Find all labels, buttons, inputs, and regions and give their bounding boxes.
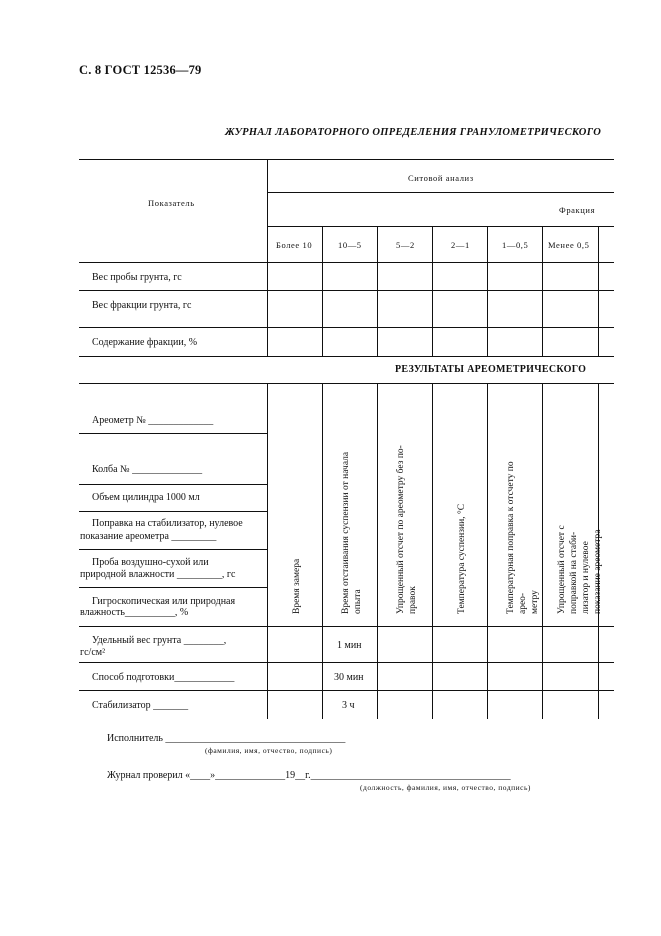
stabilizer: Стабилизатор _______ <box>92 700 189 711</box>
sieve-analysis-header: Ситовой анализ <box>408 173 474 183</box>
sample-line1: Проба воздушно-сухой или <box>92 557 209 568</box>
stabilizer-correction-line2: показание ареометра _________ <box>80 531 217 542</box>
fraction-col: 1—0,5 <box>502 240 529 250</box>
fraction-col: 10—5 <box>338 240 362 250</box>
column-header-corrected-reading: Упрощенный отсчет с поправкой на стаби- лизатор и нулевое показание ареометра <box>557 525 603 614</box>
checked-caption: (должность, фамилия, имя, отчество, подпись) <box>360 783 531 792</box>
indicator-header: Показатель <box>148 198 195 208</box>
page-header: С. 8 ГОСТ 12536—79 <box>79 63 202 77</box>
flask-number-field: Колба № ______________ <box>92 464 203 475</box>
executor-line: Исполнитель ____________________________________ <box>107 733 346 744</box>
journal-title: ЖУРНАЛ ЛАБОРАТОРНОГО ОПРЕДЕЛЕНИЯ ГРАНУЛОМЕТРИЧЕСКОГО <box>225 127 602 138</box>
fraction-col: 5—2 <box>396 240 415 250</box>
checked-line: Журнал проверил «____»______________19__г.________________________________________ <box>107 770 511 781</box>
time-cell: 30 мин <box>334 672 364 683</box>
time-cell: 3 ч <box>342 700 355 711</box>
moisture-line2: влажность__________, % <box>80 607 189 618</box>
sample-line2: природной влажности _________, гс <box>80 569 236 580</box>
column-header-simple-reading: Упрощенный отсчет по ареометру без по- правок <box>396 445 418 614</box>
row-label: Вес пробы грунта, гс <box>92 272 182 283</box>
column-header-settling-time: Время отстаивания суспензии от начала опыта <box>341 451 363 614</box>
fraction-col: 2—1 <box>451 240 470 250</box>
fraction-header: Фракция <box>559 205 596 215</box>
column-header-temperature: Температура суспензии, °С <box>457 503 467 614</box>
row-label: Содержание фракции, % <box>92 337 198 348</box>
fraction-col: Менее 0,5 <box>548 240 590 250</box>
executor-caption: (фамилия, имя, отчество, подпись) <box>205 746 333 755</box>
moisture-line1: Гигроскопическая или природная <box>92 596 236 607</box>
column-header-temp-correction: Температурная поправка к отсчету по арео- метру <box>506 461 540 614</box>
time-cell: 1 мин <box>337 640 362 651</box>
cylinder-volume: Объем цилиндра 1000 мл <box>92 492 200 503</box>
specific-gravity-line1: Удельный вес грунта ________, <box>92 635 227 646</box>
fraction-col: Более 10 <box>276 240 313 250</box>
stabilizer-correction-line1: Поправка на стабилизатор, нулевое <box>92 518 243 529</box>
specific-gravity-line2: гс/см² <box>80 647 106 658</box>
column-header-measure-time: Время замера <box>292 558 302 614</box>
row-label: Вес фракции грунта, гс <box>92 300 192 311</box>
section-title: РЕЗУЛЬТАТЫ АРЕОМЕТРИЧЕСКОГО <box>395 364 587 375</box>
preparation-method: Способ подготовки____________ <box>92 672 235 683</box>
hydrometer-number-field: Ареометр № _____________ <box>92 415 214 426</box>
